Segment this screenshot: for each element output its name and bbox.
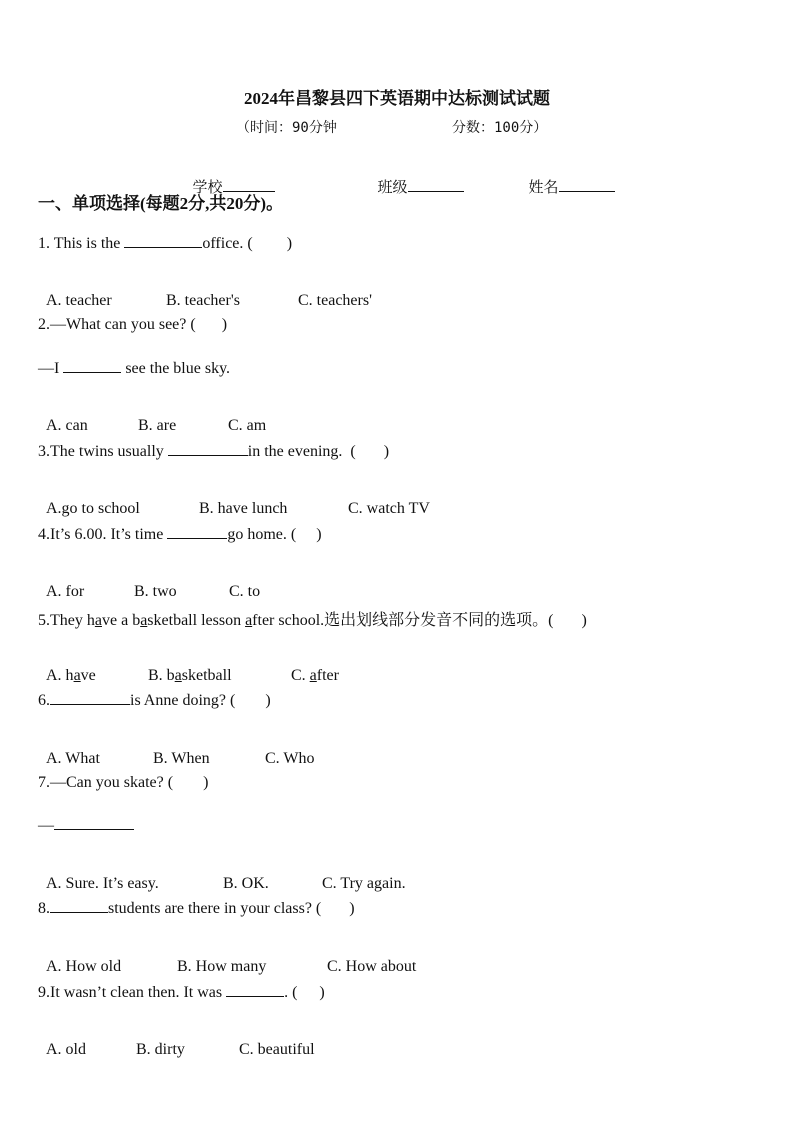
class-label: 班级 (377, 180, 408, 196)
option-c[interactable]: C. How about (327, 958, 417, 975)
bracket-close: ) (319, 984, 325, 1001)
question-text: students are there in your class? ( (108, 900, 322, 917)
class-field (370, 159, 464, 197)
option-a[interactable]: A. can (46, 417, 88, 434)
answer-blank[interactable] (50, 898, 108, 913)
name-blank[interactable] (559, 177, 615, 192)
underlined-letter: a (309, 667, 317, 684)
option-text: C. (291, 667, 310, 684)
question-text: 5.They h (38, 612, 95, 629)
bracket-close: ) (316, 526, 322, 543)
option-c[interactable]: C. watch TV (348, 500, 430, 517)
name-field (521, 159, 615, 197)
option-text: B. b (148, 667, 175, 684)
option-b[interactable]: B. When (153, 750, 210, 767)
option-a[interactable]: A. How old (46, 958, 122, 975)
option-text: A. h (46, 667, 74, 684)
question-text: 8. (38, 900, 50, 917)
question-text: sketball lesson (147, 612, 246, 629)
underlined-letter: a (245, 612, 253, 629)
question-text: 4.It’s 6.00. It’s time (38, 526, 168, 543)
option-c[interactable]: C. Try again. (322, 875, 406, 892)
question-1 (38, 233, 292, 253)
question-text: in the evening. ( (247, 443, 356, 460)
option-text: sketball (181, 667, 232, 684)
question-text: office. ( (202, 235, 253, 252)
option-a[interactable]: A. teacher (46, 292, 112, 309)
option-c[interactable]: C. to (229, 583, 261, 600)
options-5 (38, 649, 339, 685)
question-text: 3.The twins usually (38, 443, 168, 460)
option-c[interactable]: C. Who (265, 750, 315, 767)
bracket-close: ) (265, 692, 271, 709)
question-7 (38, 774, 208, 792)
exam-score: 分数：100分） (452, 120, 548, 136)
option-b[interactable] (148, 667, 291, 685)
question-text: go home. ( (227, 526, 297, 543)
options-7 (38, 857, 406, 893)
bracket-close: ) (383, 443, 390, 460)
question-text: is Anne doing? ( (130, 692, 236, 709)
question-8 (38, 898, 355, 918)
question-text: —I (38, 360, 64, 377)
bracket-close: ) (221, 316, 228, 333)
answer-blank[interactable] (226, 982, 284, 997)
options-4 (38, 565, 260, 601)
name-label: 姓名 (528, 180, 559, 196)
section-heading: 一、单项选择(每题2分,共20分)。 (38, 194, 284, 213)
option-b[interactable]: B. teacher's (166, 292, 240, 309)
question-6 (38, 690, 271, 710)
answer-blank[interactable] (63, 358, 121, 373)
question-text: 2.—What can you see? ( (38, 316, 196, 333)
school-label: 学校 (192, 180, 223, 196)
question-text: — (38, 817, 54, 834)
exam-time: （时间：90分钟 (236, 120, 337, 136)
underlined-letter: a (174, 667, 182, 684)
option-c[interactable]: C. beautiful (239, 1041, 315, 1058)
options-2 (38, 399, 266, 435)
question-9 (38, 982, 325, 1002)
option-b[interactable]: B. dirty (136, 1041, 185, 1058)
question-text: 6. (38, 692, 50, 709)
bracket-close: ) (349, 900, 355, 917)
answer-blank[interactable] (124, 233, 202, 248)
bracket-close: ) (581, 612, 587, 629)
answer-blank[interactable] (54, 815, 134, 830)
bracket-close: ) (203, 774, 209, 791)
page-title: 2024年昌黎县四下英语期中达标测试试题 (244, 89, 550, 108)
class-blank[interactable] (408, 177, 464, 192)
question-text: ve a b (101, 612, 141, 629)
question-text: 7.—Can you skate? ( (38, 774, 174, 791)
underlined-letter: a (73, 667, 81, 684)
question-text: 1. This is the (38, 235, 125, 252)
option-text: ve (80, 667, 96, 684)
options-8 (38, 940, 416, 976)
option-a[interactable]: A. What (46, 750, 100, 767)
option-a[interactable] (46, 667, 148, 685)
options-3 (38, 482, 430, 518)
question-2 (38, 316, 227, 334)
answer-blank[interactable] (168, 441, 248, 456)
question-text: 9.It wasn’t clean then. It was (38, 984, 227, 1001)
question-text: see the blue sky. (121, 360, 231, 377)
question-7-line-2 (38, 815, 134, 835)
option-c[interactable]: C. am (228, 417, 267, 434)
option-b[interactable]: B. OK. (223, 875, 269, 892)
options-1 (38, 274, 372, 310)
question-text: fter school.选出划线部分发音不同的选项。( (252, 612, 554, 629)
options-9 (38, 1023, 315, 1059)
option-c[interactable]: C. teachers' (298, 292, 372, 309)
question-text: . ( (284, 984, 298, 1001)
option-b[interactable]: B. two (134, 583, 177, 600)
option-a[interactable]: A.go to school (46, 500, 140, 517)
option-a[interactable]: A. old (46, 1041, 86, 1058)
option-text: fter (316, 667, 339, 684)
answer-blank[interactable] (167, 524, 227, 539)
option-c[interactable] (291, 667, 339, 685)
option-b[interactable]: B. How many (177, 958, 267, 975)
question-2-line-2 (38, 358, 230, 378)
question-3 (38, 441, 389, 461)
answer-blank[interactable] (50, 690, 130, 705)
bracket-close: ) (286, 235, 293, 252)
underlined-letter: a (94, 612, 102, 629)
option-a[interactable]: A. for (46, 583, 85, 600)
option-b[interactable]: B. have lunch (199, 500, 288, 517)
underlined-letter: a (140, 612, 148, 629)
question-5 (38, 607, 587, 630)
option-b[interactable]: B. are (138, 417, 177, 434)
question-4 (38, 524, 322, 544)
options-6 (38, 732, 314, 768)
option-a[interactable]: A. Sure. It’s easy. (46, 875, 159, 892)
